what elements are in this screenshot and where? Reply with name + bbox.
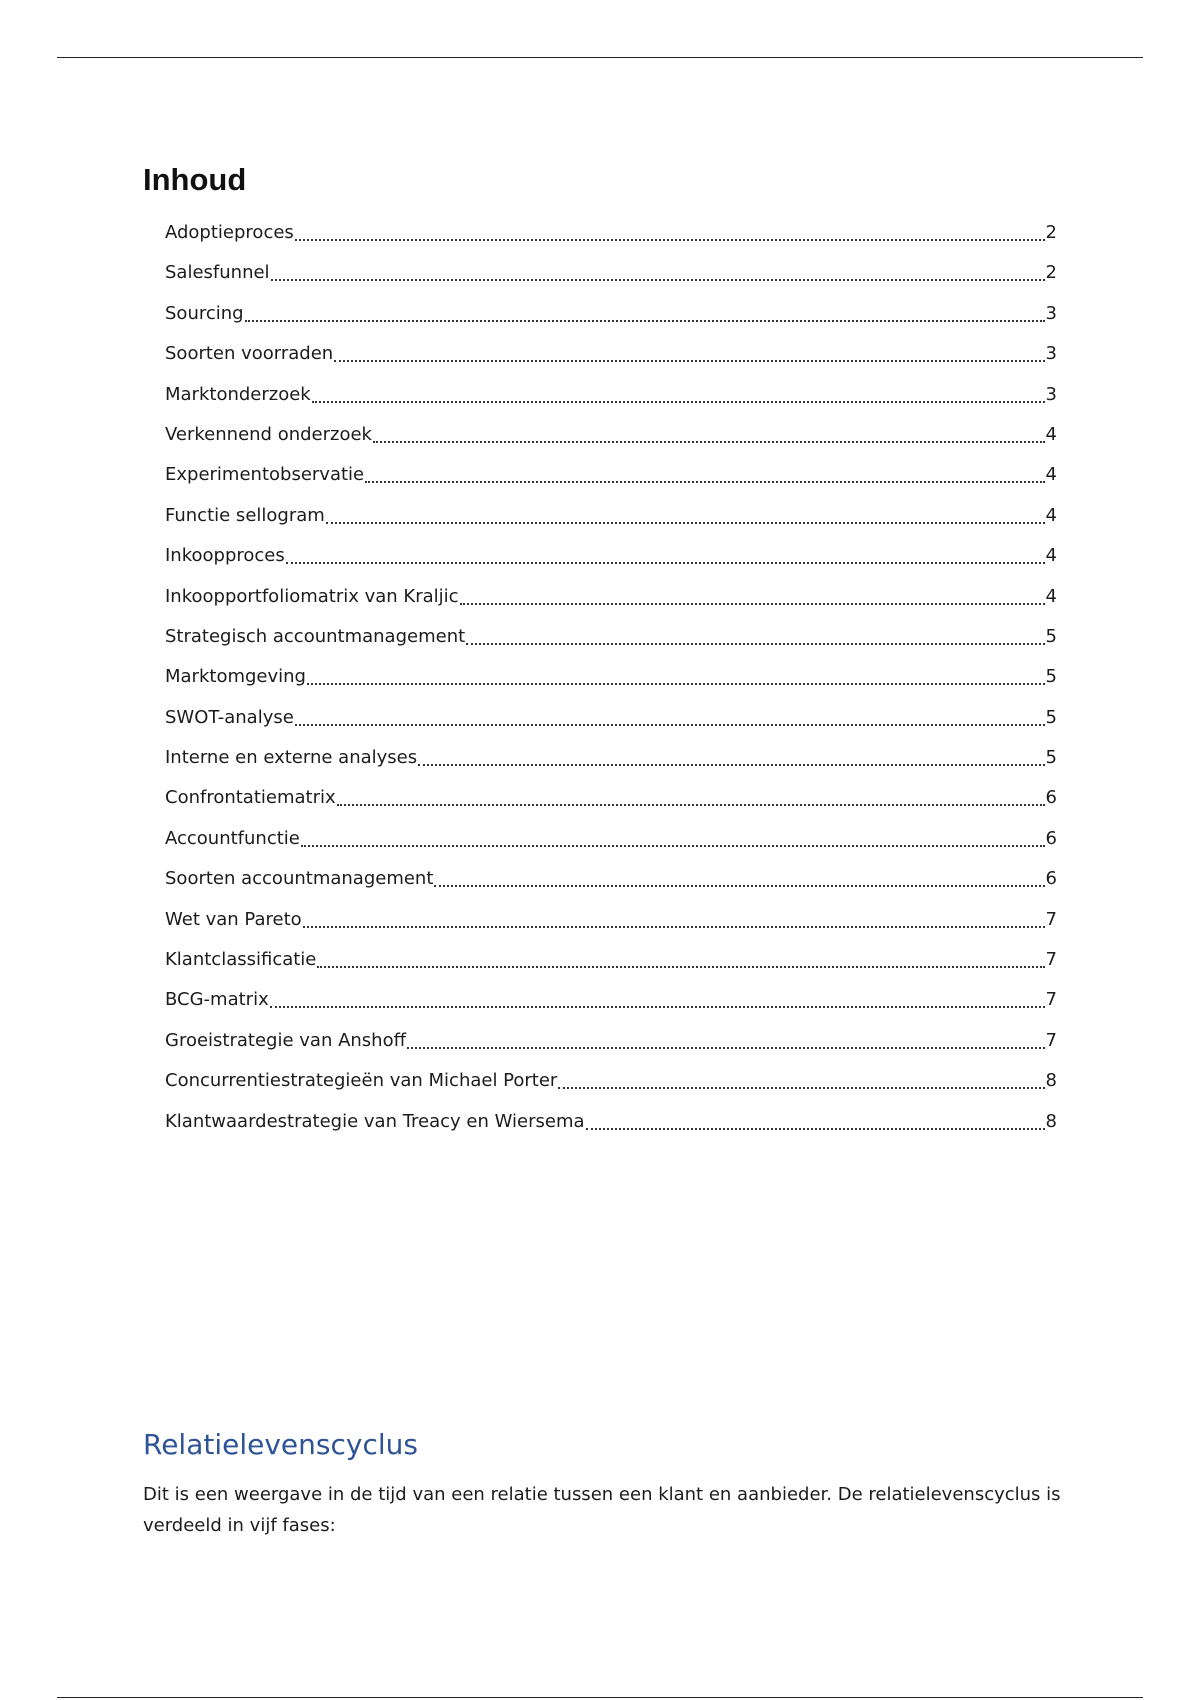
toc-entry[interactable]	[165, 502, 1057, 542]
toc-entry-label: Inkoopportfoliomatrix van Kraljic	[165, 585, 459, 607]
toc-dot-leader	[245, 300, 1045, 322]
toc-entry-page-number: 5	[1045, 747, 1057, 769]
toc-dot-leader	[558, 1067, 1044, 1089]
toc-entry-label: SWOT-analyse	[165, 706, 294, 728]
toc-entry[interactable]	[165, 421, 1057, 461]
toc-entry-page-number: 4	[1045, 585, 1057, 607]
toc-entry-label: Strategisch accountmanagement	[165, 625, 466, 647]
toc-entry-page-number: 7	[1045, 989, 1057, 1011]
toc-dot-leader	[337, 784, 1045, 806]
toc-dot-leader	[271, 259, 1045, 281]
toc-dot-leader	[365, 461, 1044, 483]
toc-entry-page-number: 4	[1045, 545, 1057, 567]
toc-dot-leader	[334, 340, 1044, 362]
toc-entry-page-number: 7	[1045, 908, 1057, 930]
toc-entry-page-number: 6	[1045, 827, 1057, 849]
toc-entry[interactable]	[165, 986, 1057, 1026]
toc-entry[interactable]	[165, 259, 1057, 299]
toc-entry-page-number: 8	[1045, 1070, 1057, 1092]
toc-entry-page-number: 5	[1045, 666, 1057, 688]
toc-entry[interactable]	[165, 583, 1057, 623]
toc-entry-page-number: 2	[1045, 222, 1057, 243]
footer-rule	[57, 1697, 1143, 1698]
toc-dot-leader	[586, 1108, 1045, 1130]
toc-entry-label: Wet van Pareto	[165, 908, 302, 930]
toc-entry[interactable]	[165, 865, 1057, 905]
toc-dot-leader	[303, 906, 1045, 928]
toc-entry-page-number: 6	[1045, 787, 1057, 809]
toc-entry[interactable]	[165, 744, 1057, 784]
toc-dot-leader	[460, 583, 1045, 605]
toc-entry-label: Accountfunctie	[165, 827, 300, 849]
toc-entry-page-number: 3	[1045, 383, 1057, 405]
toc-entry-page-number: 2	[1045, 262, 1057, 284]
toc-entry[interactable]	[165, 946, 1057, 986]
toc-dot-leader	[466, 623, 1044, 645]
toc-dot-leader	[434, 865, 1044, 887]
toc-dot-leader	[295, 704, 1045, 726]
toc-entry-page-number: 8	[1045, 1110, 1057, 1132]
toc-entry[interactable]	[165, 381, 1057, 421]
toc-entry-page-number: 4	[1045, 423, 1057, 445]
toc-dot-leader	[317, 946, 1044, 968]
toc-entry-label: Confrontatiematrix	[165, 787, 336, 809]
toc-entry-label: Marktomgeving	[165, 666, 306, 688]
toc-entry-label: Klantclassificatie	[165, 949, 317, 971]
toc-entry-label: Salesfunnel	[165, 262, 270, 284]
toc-entry-label: Sourcing	[165, 302, 244, 324]
toc-entry-page-number: 6	[1045, 868, 1057, 890]
toc-entry-page-number: 5	[1045, 706, 1057, 728]
toc-entry-page-number: 7	[1045, 949, 1057, 971]
toc-entry-label: Adoptieproces	[165, 222, 294, 243]
toc-entry[interactable]	[165, 219, 1057, 259]
toc-entry[interactable]	[165, 300, 1057, 340]
toc-entry-label: Soorten accountmanagement	[165, 868, 434, 890]
toc-dot-leader	[286, 542, 1045, 564]
toc-entry-label: Interne en externe analyses	[165, 747, 418, 769]
toc-entry-page-number: 4	[1045, 464, 1057, 486]
toc-entry-label: Inkoopproces	[165, 545, 285, 567]
toc-entry[interactable]	[165, 825, 1057, 865]
toc-entry-label: Klantwaardestrategie van Treacy en Wiersema	[165, 1110, 585, 1132]
toc-entry-label: Experimentobservatie	[165, 464, 365, 486]
toc-dot-leader	[301, 825, 1045, 847]
toc-entry-label: Marktonderzoek	[165, 383, 311, 405]
toc-entry-page-number: 5	[1045, 625, 1057, 647]
toc-entry[interactable]	[165, 1027, 1057, 1067]
header-rule	[57, 57, 1143, 58]
toc-entry[interactable]	[165, 542, 1057, 582]
toc-entry[interactable]	[165, 340, 1057, 380]
toc-entry-label: Groeistrategie van Anshoff	[165, 1029, 406, 1051]
toc-dot-leader	[407, 1027, 1045, 1049]
toc-entry-page-number: 4	[1045, 504, 1057, 526]
section-paragraph: Dit is een weergave in de tijd van een relatie tussen een klant en aanbieder. De relatielevenscyclus is verdeeld in vijf fases:	[143, 1484, 1061, 1536]
toc-dot-leader	[418, 744, 1044, 766]
toc-entry-page-number: 3	[1045, 343, 1057, 365]
section-heading: Relatielevenscyclus	[143, 1428, 418, 1461]
toc-entry-label: Functie sellogram	[165, 504, 325, 526]
toc-dot-leader	[373, 421, 1045, 443]
toc-dot-leader	[326, 502, 1045, 524]
toc-entry[interactable]	[165, 461, 1057, 501]
toc-dot-leader	[295, 219, 1045, 241]
toc-entry-label: Concurrentiestrategieën van Michael Porter	[165, 1070, 558, 1092]
toc-entry[interactable]	[165, 704, 1057, 744]
toc-dot-leader	[270, 986, 1045, 1008]
table-of-contents	[165, 219, 1057, 1148]
toc-dot-leader	[312, 381, 1045, 403]
toc-dot-leader	[307, 663, 1045, 685]
toc-entry[interactable]	[165, 1067, 1057, 1107]
toc-entry-page-number: 7	[1045, 1029, 1057, 1051]
toc-entry[interactable]	[165, 663, 1057, 703]
toc-entry-label: BCG-matrix	[165, 989, 269, 1011]
toc-entry-label: Verkennend onderzoek	[165, 423, 372, 445]
toc-title: Inhoud	[143, 162, 247, 197]
toc-entry-label: Soorten voorraden	[165, 343, 334, 365]
toc-entry[interactable]	[165, 906, 1057, 946]
toc-entry[interactable]	[165, 784, 1057, 824]
toc-entry[interactable]	[165, 1108, 1057, 1148]
toc-entry-page-number: 3	[1045, 302, 1057, 324]
toc-entry[interactable]	[165, 623, 1057, 663]
